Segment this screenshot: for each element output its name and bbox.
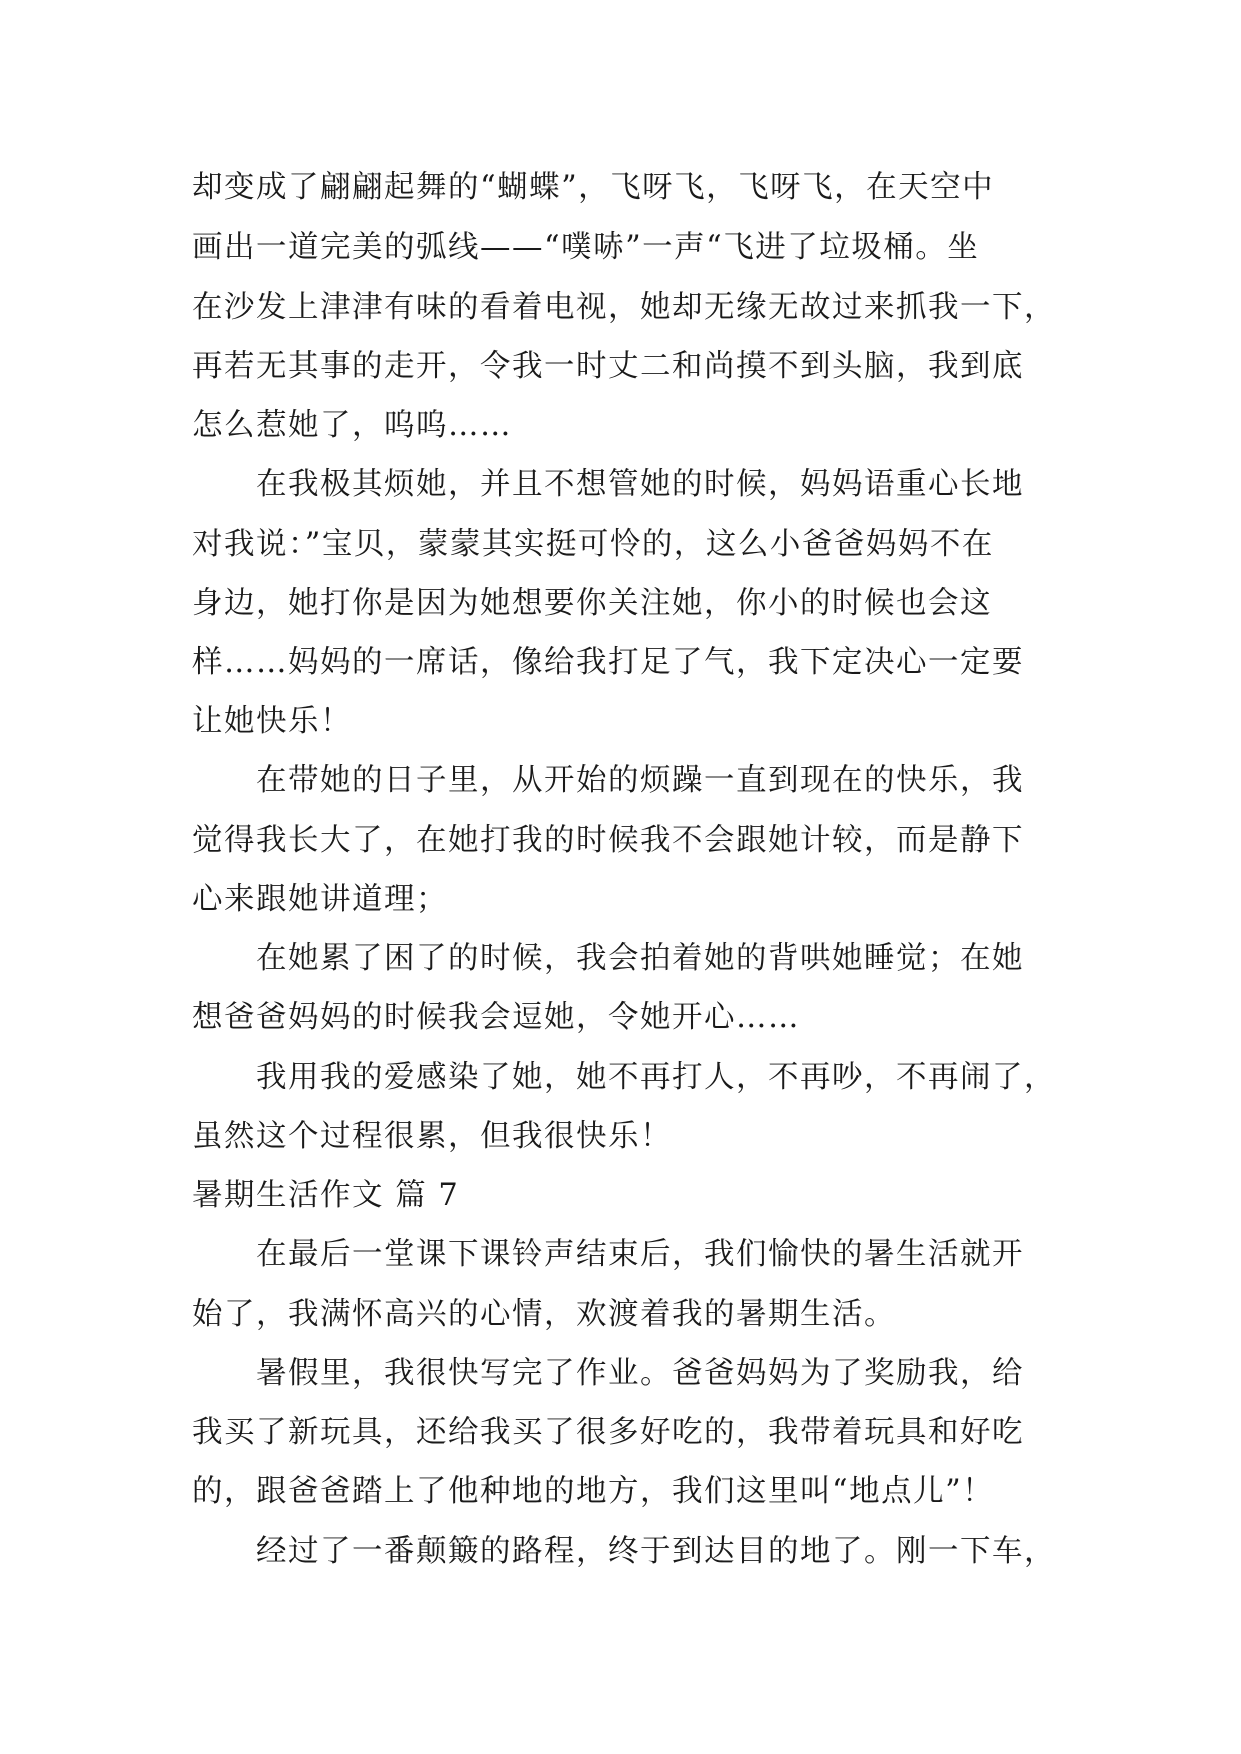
text-line: 让她快乐！: [192, 704, 352, 739]
text-line: 想爸爸妈妈的时候我会逗她，令她开心……: [192, 1000, 800, 1035]
section-heading: 暑期生活作文 篇 7: [192, 1178, 460, 1213]
paragraph-first-line: 在她累了困了的时候，我会拍着她的背哄她睡觉；在她: [256, 941, 1024, 976]
text-line: 在沙发上津津有味的看着电视，她却无缘无故过来抓我一下，: [192, 290, 1056, 325]
paragraph-first-line: 暑假里，我很快写完了作业。爸爸妈妈为了奖励我，给: [256, 1356, 1024, 1391]
paragraph-first-line: 在最后一堂课下课铃声结束后，我们愉快的暑生活就开: [256, 1237, 1024, 1272]
text-line: 觉得我长大了，在她打我的时候我不会跟她计较，而是静下: [192, 823, 1024, 858]
text-line: 虽然这个过程很累，但我很快乐！: [192, 1119, 672, 1154]
text-line: 样……妈妈的一席话，像给我打足了气，我下定决心一定要: [192, 645, 1024, 680]
text-line: 画出一道完美的弧线——“噗哧”一声“飞进了垃圾桶。坐: [192, 230, 980, 265]
text-line: 却变成了翩翩起舞的“蝴蝶”，飞呀飞，飞呀飞，在天空中: [192, 170, 995, 205]
paragraph-first-line: 在带她的日子里，从开始的烦躁一直到现在的快乐，我: [256, 763, 1024, 798]
text-line: 我买了新玩具，还给我买了很多好吃的，我带着玩具和好吃: [192, 1415, 1024, 1450]
text-line: 再若无其事的走开，令我一时丈二和尚摸不到头脑，我到底: [192, 349, 1024, 384]
paragraph-first-line: 经过了一番颠簸的路程，终于到达目的地了。刚一下车，: [256, 1534, 1056, 1569]
text-line: 身边，她打你是因为她想要你关注她，你小的时候也会这: [192, 586, 992, 621]
text-line: 心来跟她讲道理；: [192, 882, 448, 917]
paragraph-first-line: 我用我的爱感染了她，她不再打人，不再吵，不再闹了，: [256, 1060, 1056, 1095]
paragraph-first-line: 在我极其烦她，并且不想管她的时候，妈妈语重心长地: [256, 467, 1024, 502]
text-line: 始了，我满怀高兴的心情，欢渡着我的暑期生活。: [192, 1297, 896, 1332]
text-line: 怎么惹她了，呜呜……: [192, 408, 512, 443]
text-line: 的，跟爸爸踏上了他种地的地方，我们这里叫“地点儿”！: [192, 1474, 995, 1509]
text-line: 对我说：”宝贝，蒙蒙其实挺可怜的，这么小爸爸妈妈不在: [192, 527, 994, 562]
